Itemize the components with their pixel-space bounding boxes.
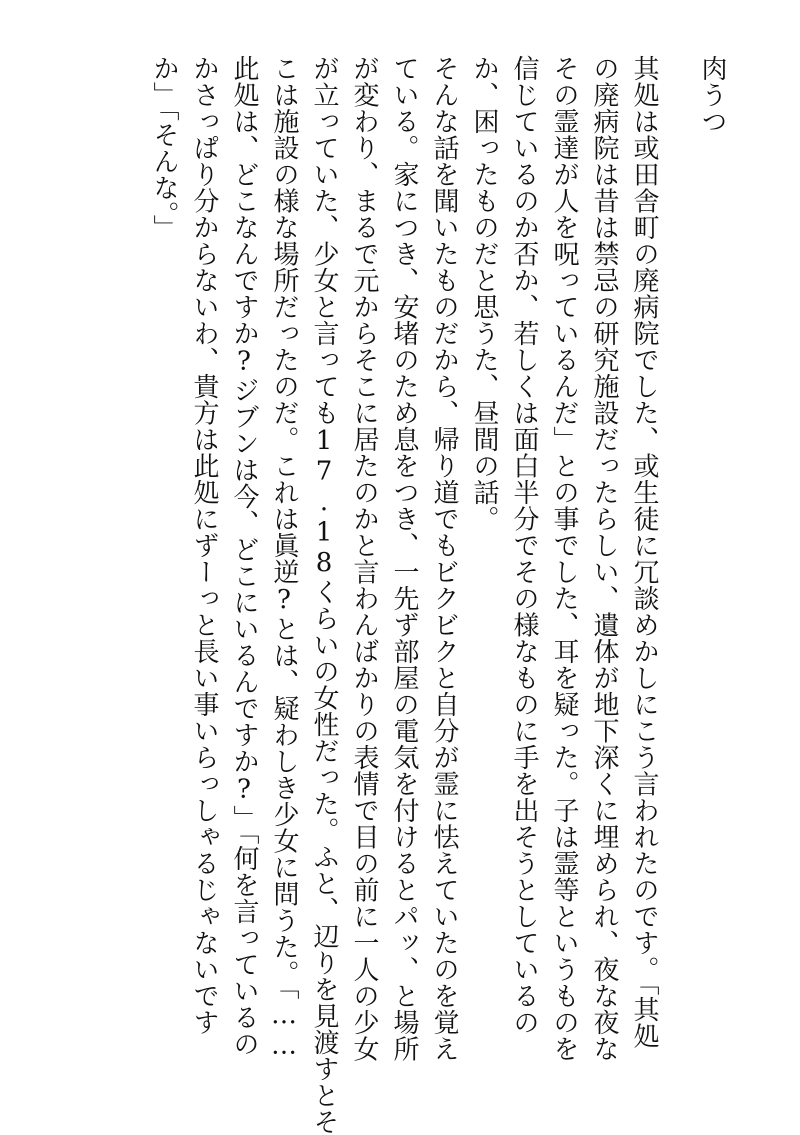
text-line: そんな話を聞いたものだから、帰り道でもビクビクと自分が霊に怯えていたのを覚え — [429, 55, 459, 1062]
text-line: こは施設の様な場所だったのだ。これは眞逆?とは、疑わしき少女に問うた。「…… — [269, 55, 299, 1061]
text-line: の廃病院は昔は禁忌の研究施設だったらしい、遺体が地下深くに埋められ、夜な夜な — [589, 55, 619, 1062]
text-line: か」「そんな。」 — [149, 55, 179, 241]
text-line: か、困ったものだと思うた、昼間の話。 — [469, 55, 499, 532]
text-line: かさっぱり分からないわ、貴方は此処にずーっと長い事いらっしゃるじゃないです — [189, 55, 219, 1036]
text-line: その霊達が人を呪っているんだ」との事でした、耳を疑った。子は霊等というものを — [549, 55, 579, 1062]
text-line: ている。家につき、安堵のため息をつき、一先ず部屋の電気を付けるとパッ、と場所 — [389, 55, 419, 1062]
text-line: が変わり、まるで元からそこに居たのかと言わんばかりの表情で目の前に一人の少女 — [349, 55, 379, 1062]
text-line: 此処は、どこなんですか?ジブンは今、どこにいるんですか?」「何を言っているの — [229, 55, 259, 1057]
vertical-text-block — [144, 55, 732, 1135]
document-title: 肉うつ — [697, 55, 727, 135]
text-line: が立っていた、少女と言っても17.18くらいの女性だった。ふと、辺りを見渡すとそ — [309, 55, 339, 1135]
text-line: 信じているのか否か、若しくは面白半分でその様なものに手を出そうとしているの — [509, 55, 539, 1036]
text-line: 其処は或田舎町の廃病院でした、或生徒に冗談めかしにこう言われたのです。「其処 — [629, 55, 659, 1049]
